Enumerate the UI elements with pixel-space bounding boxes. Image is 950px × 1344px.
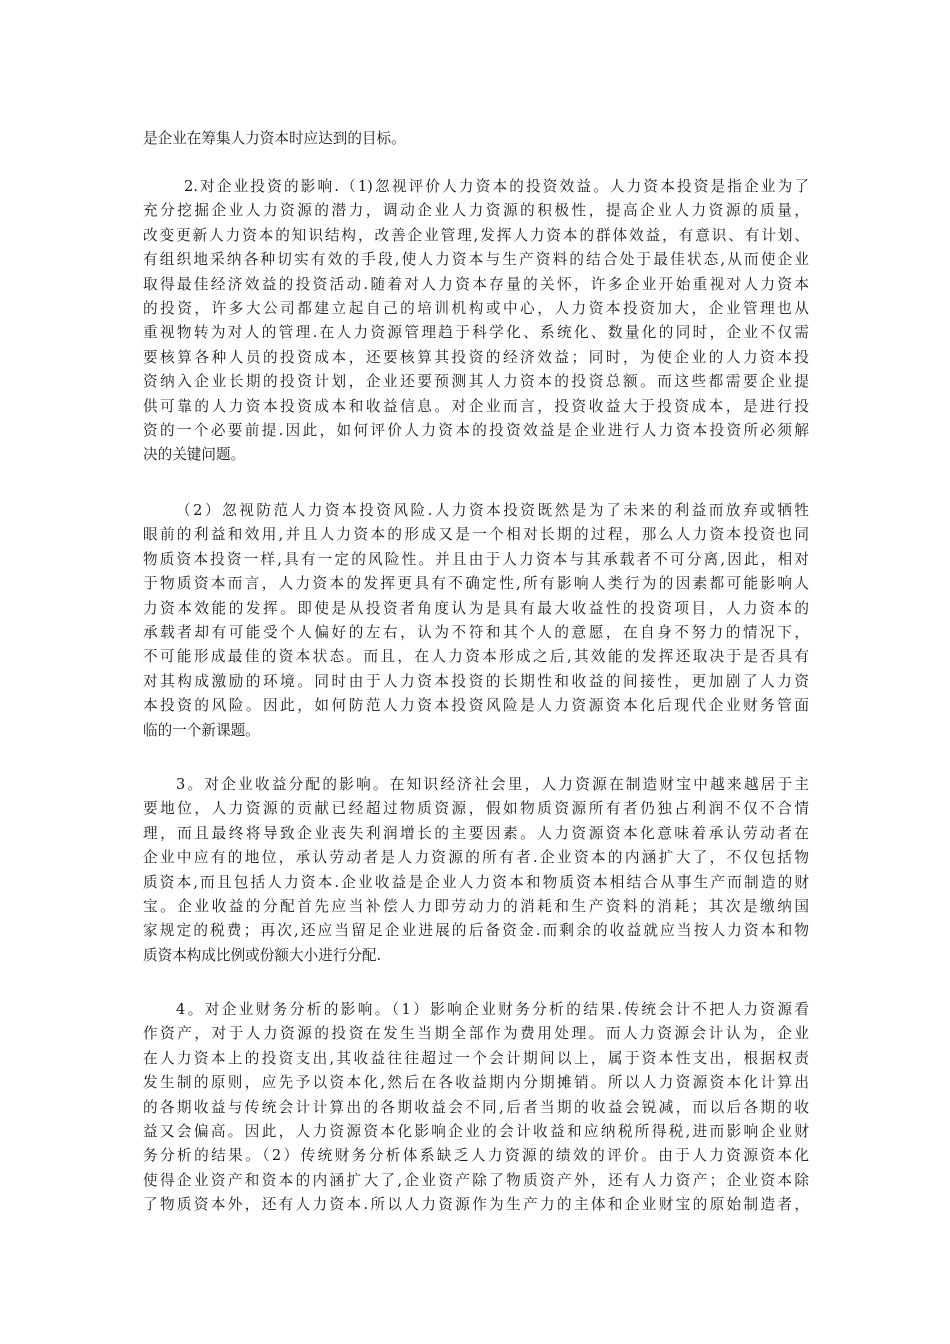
paragraph-line: 在人力资本上的投资支出,其收益往往超过一个会计期间以上，属于资本性支出，根据权责 bbox=[143, 1049, 809, 1067]
paragraph-line: 决的关键问题。 bbox=[143, 446, 246, 464]
paragraph-line: 承载者却有可能受个人偏好的左右，认为不符和其个人的意愿，在自身不努力的情况下， bbox=[143, 623, 809, 641]
paragraph-line: 3。对企业收益分配的影响。在知识经济社会里，人力资源在制造财宝中越来越居于主 bbox=[176, 776, 809, 793]
paragraph-line: 质资本构成比例或份额大小进行分配. bbox=[143, 946, 382, 964]
paragraph-line: 了物质资本外，还有人力资本.所以人力资源作为生产力的主体和企业财宝的原始制造者， bbox=[143, 1196, 809, 1214]
paragraph-4 bbox=[143, 998, 809, 1218]
paragraph-line: 要地位，人力资源的贡献已经超过物质资源，假如物质资源所有者仍独占利润不仅不合情 bbox=[143, 800, 809, 818]
paragraph-line: 改变更新人力资本的知识结构，改善企业管理,发挥人力资本的群体效益，有意识、有计划、 bbox=[143, 226, 809, 244]
paragraph-line: 使得企业资产和资本的内涵扩大了,企业资产除了物质资产外，还有人力资产；企业资本除 bbox=[143, 1171, 809, 1189]
paragraph-line: 的投资，许多大公司都建立起自己的培训机构或中心，人力资本投资加大，企业管理也从 bbox=[143, 299, 809, 317]
paragraph-line: 取得最佳经济效益的投资活动.随着对人力资本存量的关怀，许多企业开始重视对人力资本 bbox=[143, 275, 809, 293]
paragraph-line: 力资本效能的发挥。即使是从投资者角度认为是具有最大收益性的投资项目，人力资本的 bbox=[143, 599, 809, 617]
paragraph-line: 本投资的风险。因此，如何防范人力资本投资风险是人力资源资本化后现代企业财务管面 bbox=[143, 697, 809, 715]
paragraph-line: 对其构成激励的环境。同时由于人力资本投资的长期性和收益的间接性，更加剧了人力资 bbox=[143, 672, 809, 690]
paragraph-line: 于物质资本而言，人力资本的发挥更具有不确定性,所有影响人类行为的因素都可能影响人 bbox=[143, 575, 809, 593]
paragraph-line: 不可能形成最佳的资本状态。而且，在人力资本形成之后,其效能的发挥还取决于是否具有 bbox=[143, 648, 809, 666]
paragraph-line: 有组织地采纳各种切实有效的手段,使人力资本与生产资料的结合处于最佳状态,从而使企业 bbox=[143, 251, 809, 269]
paragraph-line: 理，而且最终将导致企业丧失利润增长的主要因素。人力资源资本化意味着承认劳动者在 bbox=[143, 824, 809, 842]
paragraph-line: （2）忽视防范人力资本投资风险.人力资本投资既然是为了未来的利益而放弃或牺牲 bbox=[176, 502, 809, 519]
paragraph-line: 重视物转为对人的管理.在人力资源管理趋于科学化、系统化、数量化的同时，企业不仅需 bbox=[143, 324, 809, 342]
paragraph-line: 2.对企业投资的影响.（1)忽视评价人力资本的投资效益。人力资本投资是指企业为了 bbox=[184, 178, 809, 195]
paragraph-line: 宝。企业收益的分配首先应当补偿人力即劳动力的消耗和生产资料的消耗；其次是缴纳国 bbox=[143, 897, 809, 915]
paragraph-line: 企业中应有的地位，承认劳动者是人力资源的所有者.企业资本的内涵扩大了，不仅包括物 bbox=[143, 849, 809, 867]
paragraph-line: 眼前的利益和效用,并且人力资本的形成又是一个相对长期的过程，那么人力资本投资也同 bbox=[143, 526, 809, 544]
paragraph-line: 发生制的原则，应先予以资本化,然后在各收益期内分期摊销。所以人力资源资本化计算出 bbox=[143, 1074, 809, 1092]
paragraph-line: 务分析的结果。（2）传统财务分析体系缺乏人力资源的绩效的评价。由于人力资源资本化 bbox=[143, 1147, 809, 1165]
paragraph-line: 临的一个新课题。 bbox=[143, 721, 260, 739]
paragraph-line: 质资本,而且包括人力资本.企业收益是企业人力资本和物质资本相结合从事生产而制造的财 bbox=[143, 873, 809, 891]
paragraph-line: 4。对企业财务分析的影响。（1）影响企业财务分析的结果.传统会计不把人力资源看 bbox=[176, 1001, 809, 1018]
paragraph-line: 作资产，对于人力资源的投资在发生当期全部作为费用处理。而人力资源会计认为，企业 bbox=[143, 1025, 809, 1043]
paragraph-line: 资的一个必要前提.因此，如何评价人力资本的投资效益是企业进行人力资本投资所必须解 bbox=[143, 421, 809, 439]
paragraph-1 bbox=[143, 175, 809, 468]
paragraph-line: 供可靠的人力资本投资成本和收益信息。对企业而言，投资收益大于投资成本，是进行投 bbox=[143, 397, 809, 415]
paragraph-line: 资纳入企业长期的投资计划，企业还要预测其人力资本的投资总额。而这些都需要企业提 bbox=[143, 373, 809, 391]
paragraph-line: 益又会偏高。因此，人力资源资本化影响企业的会计收益和应纳税所得税,进而影响企业财 bbox=[143, 1122, 809, 1140]
paragraph-line: 充分挖掘企业人力资源的潜力，调动企业人力资源的积极性，提高企业人力资源的质量， bbox=[143, 202, 809, 220]
paragraph-line: 要核算各种人员的投资成本，还要核算其投资的经济效益；同时，为使企业的人力资本投 bbox=[143, 348, 809, 366]
paragraph-3 bbox=[143, 773, 809, 968]
paragraph-line: 家规定的税费；再次,还应当留足企业进展的后备资金.而剩余的收益就应当按人力资本和物 bbox=[143, 922, 809, 940]
paragraph-line: 物质资本投资一样,具有一定的风险性。并且由于人力资本与其承载者不可分离,因此，相对 bbox=[143, 550, 809, 568]
paragraph-0 bbox=[143, 127, 809, 151]
paragraph-line: 是企业在筹集人力资本时应达到的目标。 bbox=[143, 130, 406, 147]
paragraph-line: 的各期收益与传统会计计算出的各期收益会不同,后者当期的收益会锐减，而以后各期的收 bbox=[143, 1098, 809, 1116]
paragraph-2 bbox=[143, 499, 809, 743]
